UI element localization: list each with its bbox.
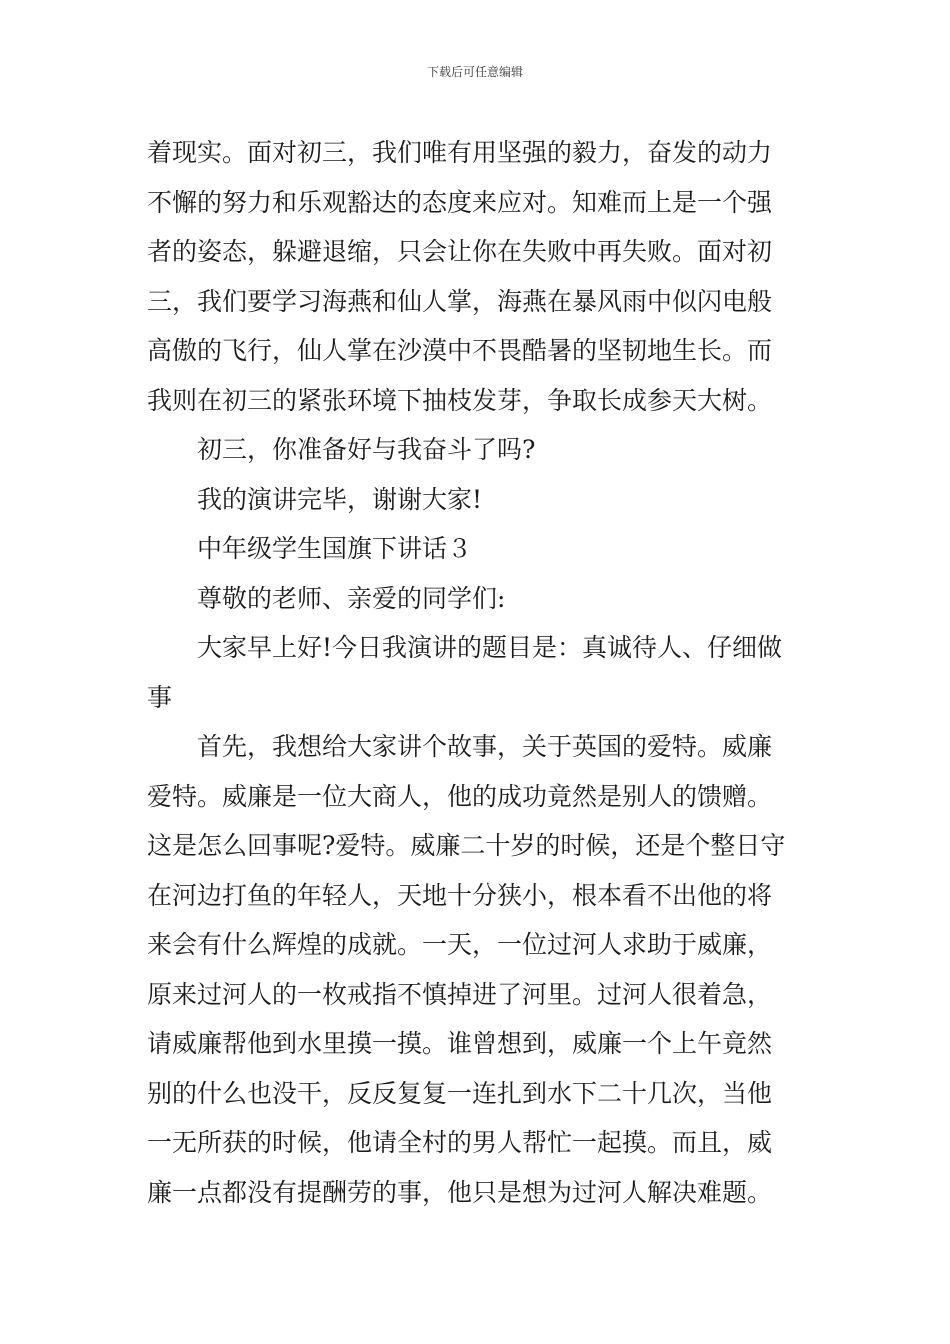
text-line: 初三，你准备好与我奋斗了吗? [197, 435, 536, 464]
section-title: 中年级学生国旗下讲话３ [197, 534, 473, 563]
text-line: 在河边打鱼的年轻人，天地十分狭小，根本看不出他的将 [147, 880, 773, 910]
text-line: 廉一点都没有提酬劳的事，他只是想为过河人解决难题。 [147, 1177, 773, 1207]
page-header: 下载后可任意编辑 [426, 65, 523, 79]
text-line: 别的什么也没干，反反复复一连扎到水下二十几次，当他 [147, 1078, 773, 1108]
text-line: 事 [147, 682, 173, 712]
document-body [147, 128, 807, 1217]
text-line: 高傲的飞行，仙人掌在沙漠中不畏酷暑的坚韧地生长。而 [147, 336, 773, 365]
text-line: 首先，我想给大家讲个故事，关于英国的爱特。威廉 [197, 732, 773, 761]
text-line: 爱特。威廉是一位大商人，他的成功竟然是别人的馈赠。 [147, 781, 773, 811]
text-line: 着现实。面对初三，我们唯有用坚强的毅力，奋发的动力 [147, 138, 773, 167]
text-line: 三，我们要学习海燕和仙人掌，海燕在暴风雨中似闪电般 [147, 286, 773, 316]
text-line: 这是怎么回事呢?爱特。威廉二十岁的时候，还是个整日守 [147, 831, 786, 860]
salutation: 尊敬的老师、亲爱的同学们: [197, 583, 506, 613]
text-line: 我的演讲完毕，谢谢大家! [197, 484, 483, 514]
text-line: 者的姿态，躲避退缩，只会让你在失败中再失败。面对初 [147, 237, 773, 266]
text-line: 大家早上好!今日我演讲的题目是：真诚待人、仔细做 [197, 633, 783, 662]
text-line: 原来过河人的一枚戒指不慎掉进了河里。过河人很着急， [147, 979, 773, 1009]
text-line: 来会有什么辉煌的成就。一天，一位过河人求助于威廉， [147, 930, 773, 959]
text-line: 请威廉帮他到水里摸一摸。谁曾想到，威廉一个上午竟然 [147, 1029, 773, 1058]
text-line: 不懈的努力和乐观豁达的态度来应对。知难而上是一个强 [147, 187, 773, 217]
text-line: 我则在初三的紧张环境下抽枝发芽，争取长成参天大树。 [147, 385, 773, 415]
text-line: 一无所获的时候，他请全村的男人帮忙一起摸。而且，威 [147, 1128, 773, 1157]
